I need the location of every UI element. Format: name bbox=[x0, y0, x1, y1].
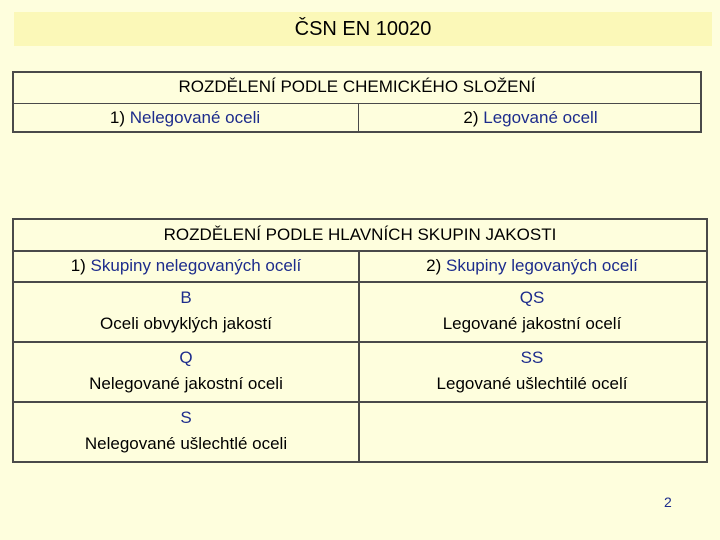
alloyed-groups-label: Skupiny legovaných ocelí bbox=[441, 256, 638, 276]
quality-code: QS bbox=[519, 287, 545, 307]
quality-description: Nelegované jakostní oceli bbox=[89, 374, 283, 393]
alloyed-steels-cell bbox=[358, 103, 702, 133]
quality-groups-header: ROZDĚLENÍ PODLE HLAVNÍCH SKUPIN JAKOSTI bbox=[163, 224, 557, 244]
slide-title: ČSN EN 10020 bbox=[14, 12, 712, 46]
unalloyed-steels-cell bbox=[12, 103, 358, 133]
quality-code: SS bbox=[520, 347, 544, 367]
alloyed-steels-label: Legované ocell bbox=[478, 107, 598, 127]
table-row-right bbox=[358, 341, 708, 403]
quality-description: Legované ušlechtilé ocelí bbox=[436, 374, 628, 393]
page-number: 2 bbox=[664, 494, 672, 510]
chemical-composition-table bbox=[12, 71, 702, 133]
quality-description: Oceli obvyklých jakostí bbox=[100, 314, 272, 333]
alloyed-steels-number: 2) bbox=[463, 107, 479, 127]
unalloyed-groups-label: Skupiny nelegovaných ocelí bbox=[85, 256, 302, 276]
table-row-left bbox=[12, 401, 360, 463]
chemical-composition-header: ROZDĚLENÍ PODLE CHEMICKÉHO SLOŽENÍ bbox=[12, 71, 702, 104]
unalloyed-groups-header-cell bbox=[12, 250, 360, 283]
quality-code: S bbox=[180, 407, 192, 427]
quality-description: Legované jakostní ocelí bbox=[442, 314, 622, 333]
quality-description: Nelegované ušlechtlé oceli bbox=[84, 434, 288, 453]
alloyed-groups-number: 2) bbox=[426, 256, 442, 276]
alloyed-groups-header-cell bbox=[358, 250, 708, 283]
table-row-left bbox=[12, 281, 360, 343]
unalloyed-steels-number: 1) bbox=[109, 107, 125, 127]
table-row-right bbox=[358, 281, 708, 343]
quality-code: Q bbox=[179, 347, 193, 367]
unalloyed-groups-number: 1) bbox=[70, 256, 86, 276]
table-row-left bbox=[12, 341, 360, 403]
quality-code: B bbox=[180, 287, 192, 307]
unalloyed-steels-label: Nelegované oceli bbox=[124, 107, 261, 127]
table-row-right bbox=[358, 401, 708, 463]
